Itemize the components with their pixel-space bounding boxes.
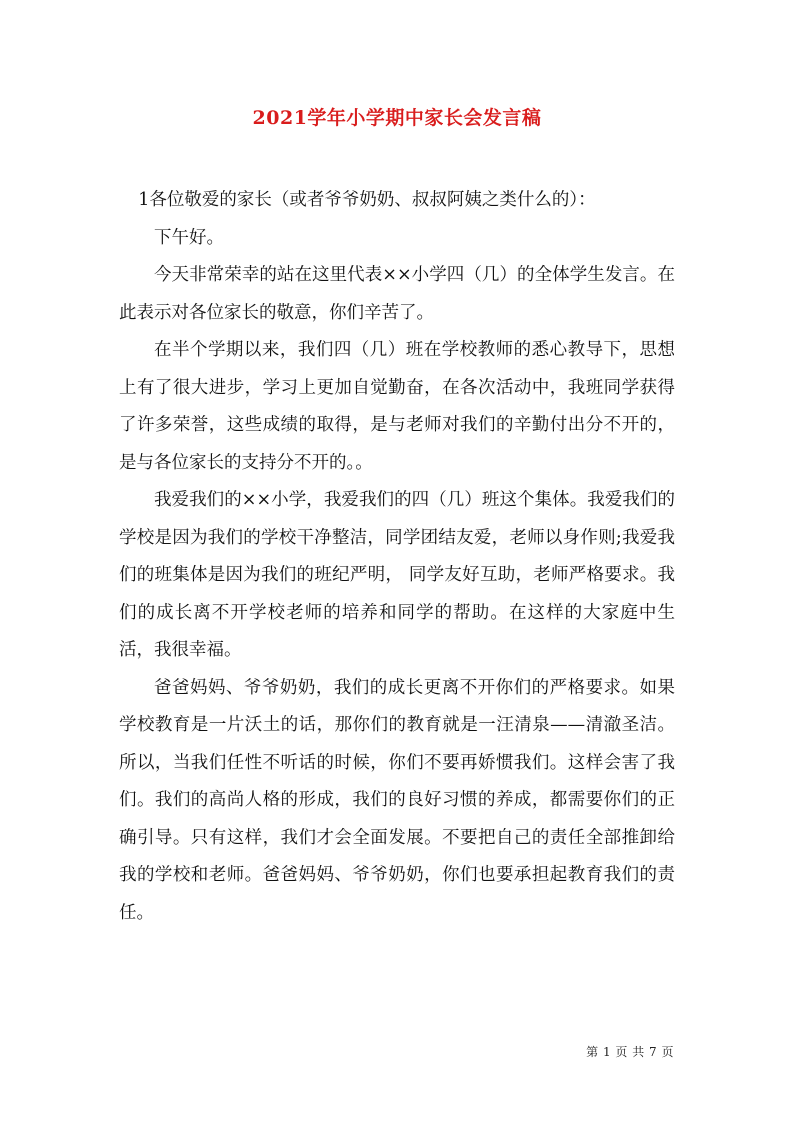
paragraph-greeting: 下午好。 bbox=[154, 227, 224, 248]
paragraph-parents: 爸爸妈妈、爷爷奶奶，我们的成长更离不开你们的严格要求。如果学校教育是一片沃土的话，那你们的教育就是一汪清泉——清澈圣洁。所以，当我们任性不听话的时候，你们不要再娇惯我们。这样会害了我们。我们的高尚人格的形成，我们的良好习惯的养成，都需要你们的正确引导。只有这样，我们才会全面发展。不要把自己的责任全部推卸给我的学校和老师。爸爸妈妈、爷爷奶奶，你们也要承担起教育我们的责任。 bbox=[119, 677, 675, 923]
page-number-footer: 第 1 页 共 7 页 bbox=[586, 1045, 674, 1059]
paragraph-school-love: 我爱我们的××小学，我爱我们的四（几）班这个集体。我爱我们的学校是因为我们的学校干净整洁，同学团结友爱，老师以身作则;我爱我们的班集体是因为我们的班纪严明， 同学友好互助，老师严格要求。我们的成长离不开学校老师的培养和同学的帮助。在这样的大家庭中生活，我很幸福。 bbox=[119, 490, 675, 660]
paragraph-progress: 在半个学期以来，我们四（几）班在学校教师的悉心教导下，思想上有了很大进步，学习上更加自觉勤奋，在各次活动中，我班同学获得了许多荣誉，这些成绩的取得，是与老师对我们的辛勤付出分不开的，是与各位家长的支持分不开的。。 bbox=[119, 340, 675, 473]
document-title: 2021学年小学期中家长会发言稿 bbox=[252, 107, 542, 129]
paragraph-intro: 今天非常荣幸的站在这里代表××小学四（几）的全体学生发言。在此表示对各位家长的敬意，你们辛苦了。 bbox=[119, 265, 675, 323]
paragraph-salutation: 1各位敬爱的家长（或者爷爷奶奶、叔叔阿姨之类什么的）： bbox=[138, 190, 596, 210]
document-body bbox=[119, 182, 675, 932]
